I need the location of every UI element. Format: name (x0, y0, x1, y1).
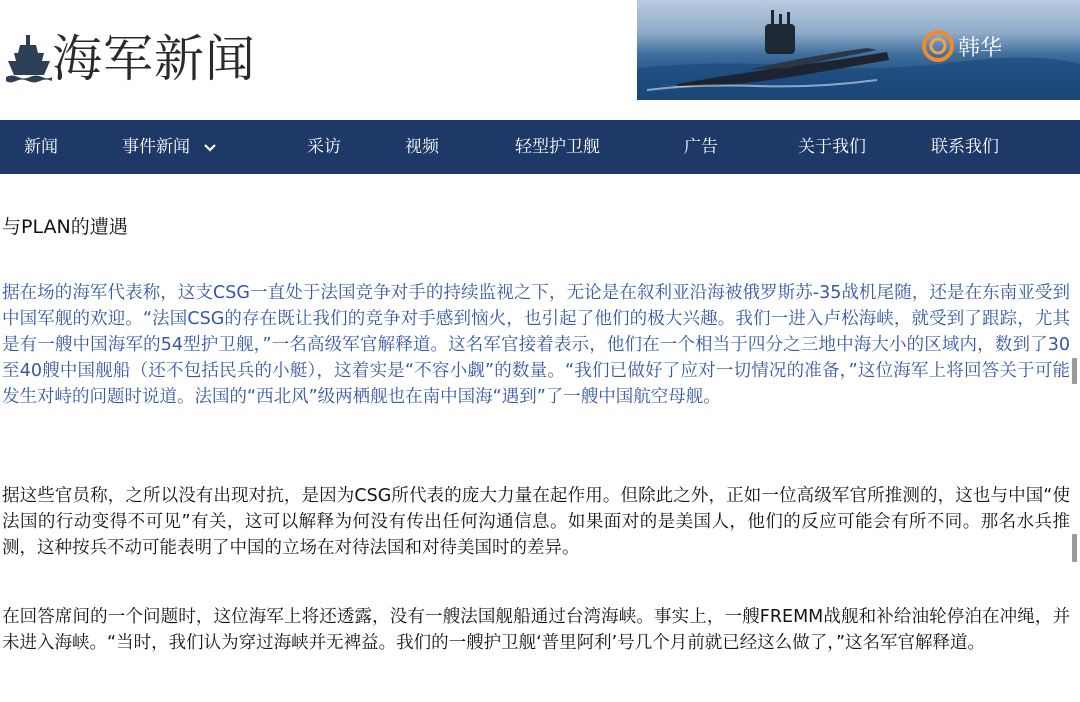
submarine-image (637, 0, 1080, 100)
nav-item-label: 联系我们 (931, 137, 999, 157)
nav-item-advertising[interactable] (684, 120, 718, 174)
nav-item-contact-us[interactable] (931, 120, 999, 174)
site-logo[interactable] (6, 24, 256, 94)
hanwha-logo-text: 韩华 (958, 35, 1003, 61)
nav-item-corvettes[interactable] (515, 120, 600, 174)
article-paragraph: 据这些官员称，之所以没有出现对抗，是因为CSG所代表的庞大力量在起作用。但除此之外，正如一位高级军官所推测的，这也与中国“使法国的行动变得不可见”有关，这可以解释为何没有传出任何沟通信息。如果面对的是美国人，他们的反应可能会有所不同。那名水兵推测，这种按兵不动可能表明了中国的立场在对待法国和对待美国时的差异。 (2, 486, 1070, 558)
scrollbar-mark[interactable] (1072, 534, 1077, 562)
nav-item-event-news[interactable] (122, 120, 218, 174)
article-content (0, 174, 1080, 702)
site-title: 海军新闻 (52, 30, 256, 88)
hanwha-logo (920, 28, 1002, 64)
article-paragraph: 据在场的海军代表称，这支CSG一直处于法国竞争对手的持续监视之下，无论是在叙利亚沿海被俄罗斯苏-35战机尾随，还是在东南亚受到中国军舰的欢迎。“法国CSG的存在既让我们的竞争对手感到恼火，也引起了他们的极大兴趣。我们一进入卢松海峡，就受到了跟踪，尤其是有一艘中国海军的54型护卫舰，”一名高级军官解释道。这名军官接着表示，他们在一个相当于四分之三地中海大小的区域内，数到了30至40艘中国舰船（还不包括民兵的小艇），这着实是“不容小觑”的数量。“我们已做好了应对一切情况的准备，”这位海军上将回答关于可能发生对峙的问题时说道。法国的“西北风”级两栖舰也在南中国海“遇到”了一艘中国航空母舰。 (2, 283, 1070, 407)
nav-item-label: 关于我们 (798, 137, 866, 157)
nav-item-label: 采访 (307, 137, 341, 157)
site-header (0, 0, 1080, 120)
hanwha-logo-icon (920, 28, 956, 64)
nav-item-label: 新闻 (24, 137, 58, 157)
nav-item-news[interactable] (24, 120, 58, 174)
ship-logo-icon (6, 29, 52, 89)
nav-item-label: 视频 (405, 137, 439, 157)
article-paragraph: 在回答席间的一个问题时，这位海军上将还透露，没有一艘法国舰船通过台湾海峡。事实上，一艘FREMM战舰和补给油轮停泊在冲绳，并未进入海峡。“当时，我们认为穿过海峡并无裨益。我们的一艘护卫舰‘普里阿利’号几个月前就已经这么做了，”这名军官解释道。 (2, 607, 1070, 653)
nav-item-videos[interactable] (405, 120, 439, 174)
nav-item-about-us[interactable] (798, 120, 866, 174)
article-heading: 与PLAN的遭遇 (2, 216, 128, 238)
header-banner[interactable] (637, 0, 1080, 100)
nav-item-label: 事件新闻 (122, 137, 190, 157)
nav-item-interviews[interactable] (307, 120, 341, 174)
main-navigation (0, 120, 1080, 174)
chevron-down-icon[interactable] (202, 139, 218, 155)
nav-item-label: 广告 (684, 137, 718, 157)
nav-item-label: 轻型护卫舰 (515, 137, 600, 157)
scrollbar-mark[interactable] (1072, 358, 1077, 384)
